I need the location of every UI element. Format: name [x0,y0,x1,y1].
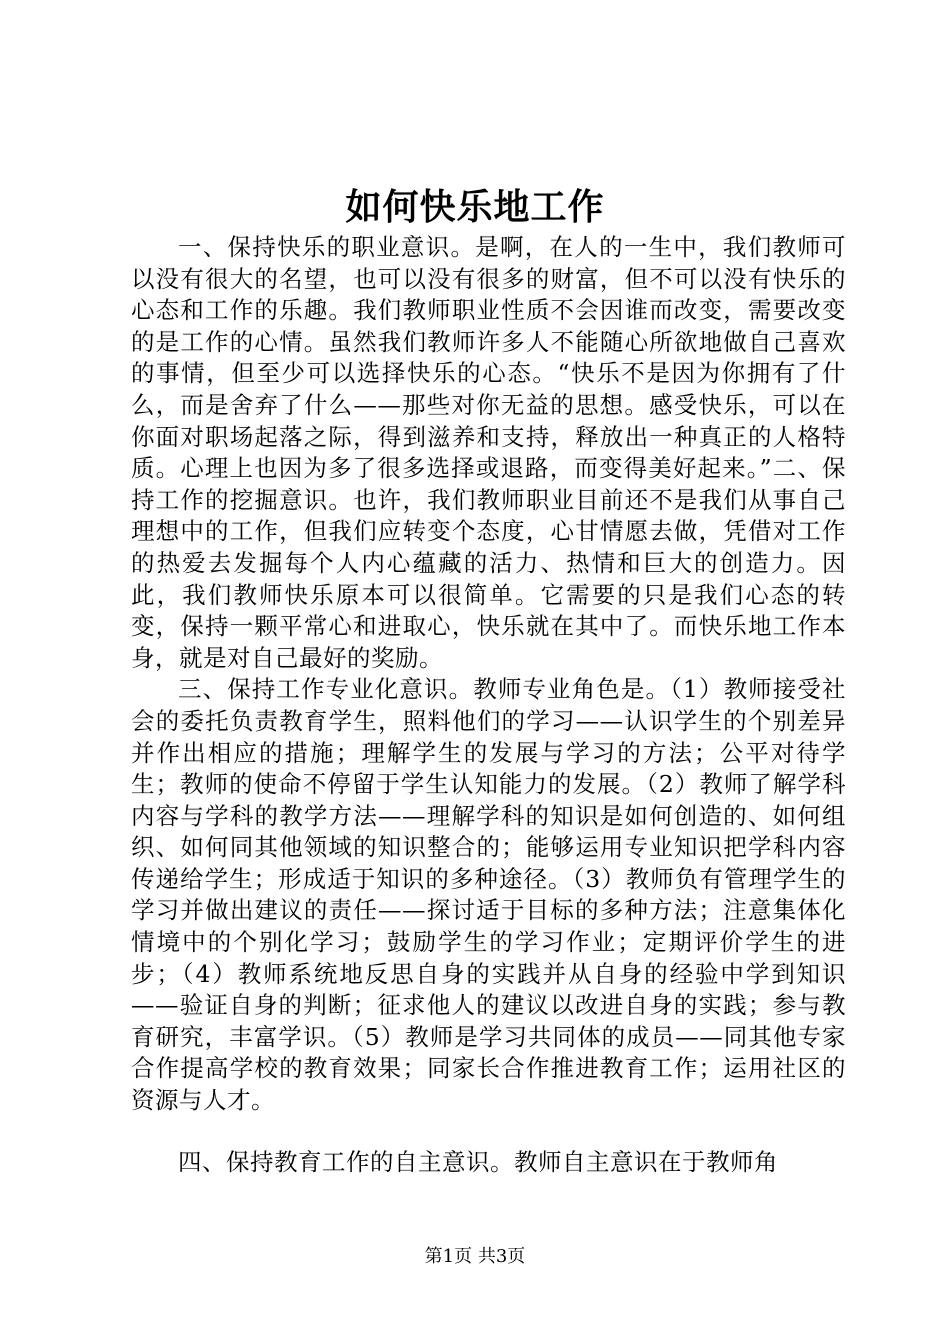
paragraph-1: 一、保持快乐的职业意识。是啊，在人的一生中，我们教师可以没有很大的名望，也可以没有很多的财富，但不可以没有快乐的心态和工作的乐趣。我们教师职业性质不会因谁而改变，需要改变的是工作的心情。虽然我们教师许多人不能随心所欲地做自己喜欢的事情，但至少可以选择快乐的心态。“快乐不是因为你拥有了什么，而是舍弃了什么——那些对你无益的思想。感受快乐，可以在你面对职场起落之际，得到滋养和支持，释放出一种真正的人格特质。心理上也因为多了很多选择或退路，而变得美好起来。”二、保持工作的挖掘意识。也许，我们教师职业目前还不是我们从事自己理想中的工作，但我们应转变个态度，心甘情愿去做，凭借对工作的热爱去发掘每个人内心蕴藏的活力、热情和巨大的创造力。因此，我们教师快乐原本可以很简单。它需要的只是我们心态的转变，保持一颗平常心和进取心，快乐就在其中了。而快乐地工作本身，就是对自己最好的奖励。 [131,233,846,672]
paragraph-3: 四、保持教育工作的自主意识。教师自主意识在于教师角 [178,1147,778,1176]
document-body [131,232,846,1178]
paragraph-2: 三、保持工作专业化意识。教师专业角色是。（1）教师接受社会的委托负责教育学生，照料他们的学习——认识学生的个别差异并作出相应的措施；理解学生的发展与学习的方法；公平对待学生；教师的使命不停留于学生认知能力的发展。（2）教师了解学科内容与学科的教学方法——理解学科的知识是如何创造的、如何组织、如何同其他领域的知识整合的；能够运用专业知识把学科内容传递给学生；形成适于知识的多种途径。（3）教师负有管理学生的学习并做出建议的责任——探讨适于目标的多种方法；注意集体化情境中的个别化学习；鼓励学生的学习作业；定期评价学生的进步；（4）教师系统地反思自身的实践并从自身的经验中学到知识——验证自身的判断；征求他人的建议以改进自身的实践；参与教育研究，丰富学识。（5）教师是学习共同体的成员——同其他专家合作提高学校的教育效果；同家长合作推进教育工作；运用社区的资源与人才。 [131,675,846,1115]
page-footer: 第1页 共3页 [424,1246,526,1267]
document-title: 如何快乐地工作 [345,186,605,228]
